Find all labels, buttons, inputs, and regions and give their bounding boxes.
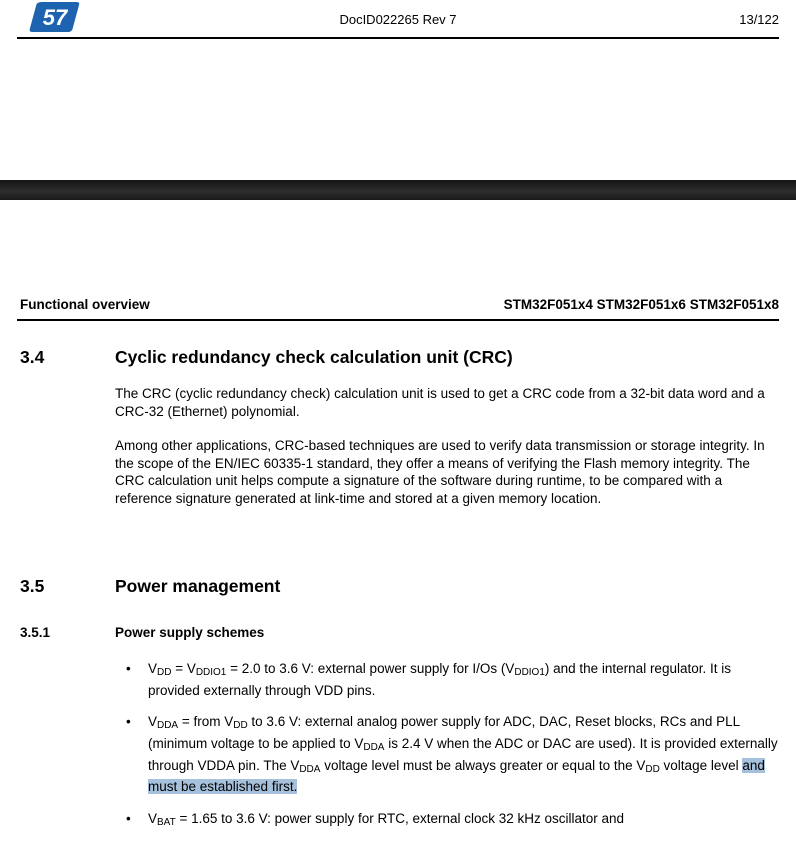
bullet-text <box>148 660 778 699</box>
text-run: V <box>148 810 158 826</box>
section-heading-power <box>20 576 280 597</box>
bullet-text <box>148 713 778 796</box>
st-logo-monogram: 57 <box>42 5 68 30</box>
page-separator-bar <box>0 180 796 200</box>
bullet-item-vbat <box>115 810 778 832</box>
text-run: is 2.4 V when the ADC or DAC are used). It is provided externally through VDDA pin. The V <box>148 735 778 773</box>
section-number: 3.5.1 <box>20 625 51 640</box>
section-number: 3.5 <box>20 576 45 596</box>
bullet-marker: • <box>126 714 131 730</box>
section-heading-crc <box>20 347 513 368</box>
running-header-right: STM32F051x4 STM32F051x6 STM32F051x8 <box>503 297 779 312</box>
doc-id-text: DocID022265 Rev 7 <box>339 12 457 27</box>
subscript-text: DDIO1 <box>514 667 545 679</box>
text-run: = 1.65 to 3.6 V: power supply for RTC, external clock 32 kHz oscillator and <box>175 810 625 826</box>
subscript-text: DDA <box>363 742 385 754</box>
subscript-text: DDA <box>157 720 179 732</box>
power-supply-bullet-list <box>115 660 778 845</box>
text-run: ) and the internal regulator. It is provided externally through VDD pins. <box>148 661 731 698</box>
text-run: = V <box>171 661 196 676</box>
text-run: V <box>148 661 158 676</box>
subscript-text: BAT <box>157 816 176 828</box>
section-heading-power-supply <box>20 625 264 640</box>
section-title: Power management <box>115 576 281 596</box>
running-header-left: Functional overview <box>20 297 150 312</box>
text-run: voltage level must be always greater or equal to the V <box>320 757 646 773</box>
running-header-rule <box>17 319 779 321</box>
subscript-text: DD <box>645 763 660 775</box>
subscript-text: DDA <box>299 763 321 775</box>
section-title: Cyclic redundancy check calculation unit (CRC) <box>115 347 513 367</box>
text-run: = from V <box>178 714 234 730</box>
crc-paragraph-1: The CRC (cyclic redundancy check) calculation unit is used to get a CRC code from a 32-bit data word and a CRC-32 (Ethernet) polynomial. <box>115 386 765 419</box>
subscript-text: DD <box>157 667 172 679</box>
bullet-text <box>148 810 778 832</box>
bullet-marker: • <box>126 810 131 826</box>
bullet-item-vdd <box>115 660 778 699</box>
bullet-item-vdda <box>115 713 778 796</box>
section-number: 3.4 <box>20 347 45 367</box>
text-run: voltage level <box>659 757 743 773</box>
text-run: = 2.0 to 3.6 V: external power supply for I/Os (V <box>226 661 515 676</box>
section-title: Power supply schemes <box>115 625 265 640</box>
text-run: V <box>148 714 158 730</box>
subscript-text: DDIO1 <box>195 667 227 679</box>
subscript-text: DD <box>233 720 248 732</box>
bullet-marker: • <box>126 661 131 676</box>
crc-paragraph-2: Among other applications, CRC-based techniques are used to verify data transmission or storage integrity. In the scope of the EN/IEC 60335-1 standard, they offer a means of verifying the Flash memory integrity. The CRC calculation unit helps compute a signature of the software during runtime, to be compared with a reference signature generated at link-time and stored at a given memory location. <box>115 438 765 506</box>
text-run: to 3.6 V: external analog power supply for ADC, DAC, Reset blocks, RCs and PLL (minimum voltage to be applied to V <box>148 714 740 751</box>
header-rule <box>17 37 779 39</box>
text-selection-highlight: and must be established first. <box>148 757 765 795</box>
page-number-text: 13/122 <box>739 12 779 27</box>
